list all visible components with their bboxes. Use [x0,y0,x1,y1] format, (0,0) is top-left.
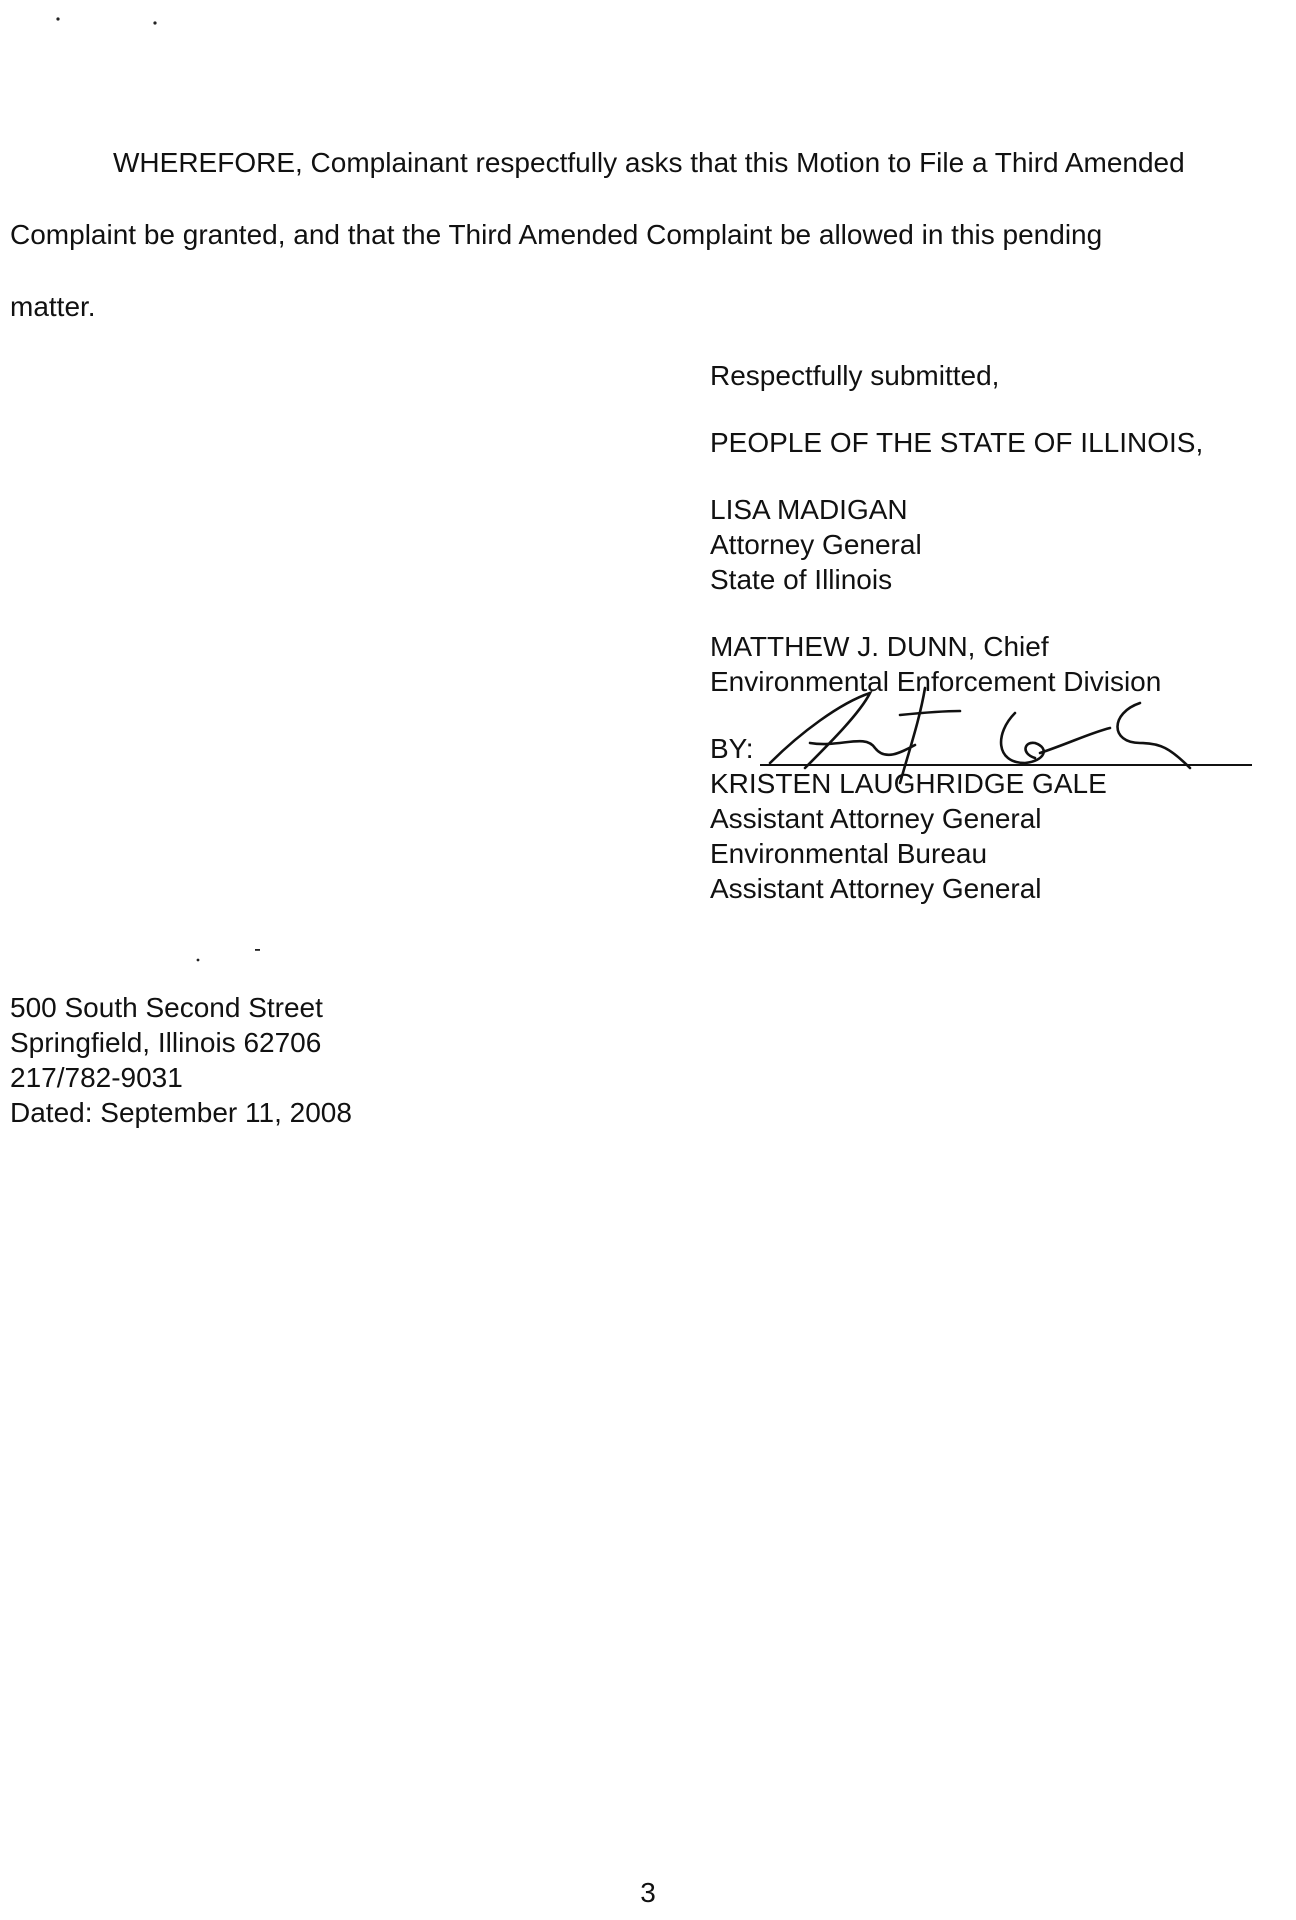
chief-name: MATTHEW J. DUNN, Chief [710,631,1049,662]
paragraph-line: WHEREFORE, Complainant respectfully asks that this Motion to File a Third Amended [113,147,1185,178]
by-label: BY: [710,733,754,764]
attorney-general-name: LISA MADIGAN [710,494,908,525]
address-block [10,990,352,1130]
signer-name: KRISTEN LAUGHRIDGE GALE [710,768,1107,799]
attorney-general-state: State of Illinois [710,564,893,595]
closing-text: Respectfully submitted, [710,360,1000,391]
handwritten-signature [750,673,1210,773]
scan-speck [255,949,260,951]
date-line: Dated: September 11, 2008 [10,1097,352,1128]
chief-division: Environmental Enforcement Division [710,666,1162,697]
address-city: Springfield, Illinois 62706 [10,1027,322,1058]
signer-title: Assistant Attorney General [710,803,1042,834]
attorney-general-title: Attorney General [710,529,922,560]
signer-title-repeat: Assistant Attorney General [710,873,1042,904]
party-name: PEOPLE OF THE STATE OF ILLINOIS, [710,427,1204,458]
paragraph-line: matter. [10,291,96,322]
address-street: 500 South Second Street [10,992,323,1023]
scan-speck [153,21,156,24]
scan-speck [56,17,59,20]
paragraph-line: Complaint be granted, and that the Third Amended Complaint be allowed in this pending [10,219,1103,250]
address-phone: 217/782-9031 [10,1062,183,1093]
signature-block [710,358,1203,906]
signer-bureau: Environmental Bureau [710,838,988,869]
page-number: 3 [640,1877,656,1908]
scan-speck [197,959,200,962]
signature-row [710,731,1203,766]
